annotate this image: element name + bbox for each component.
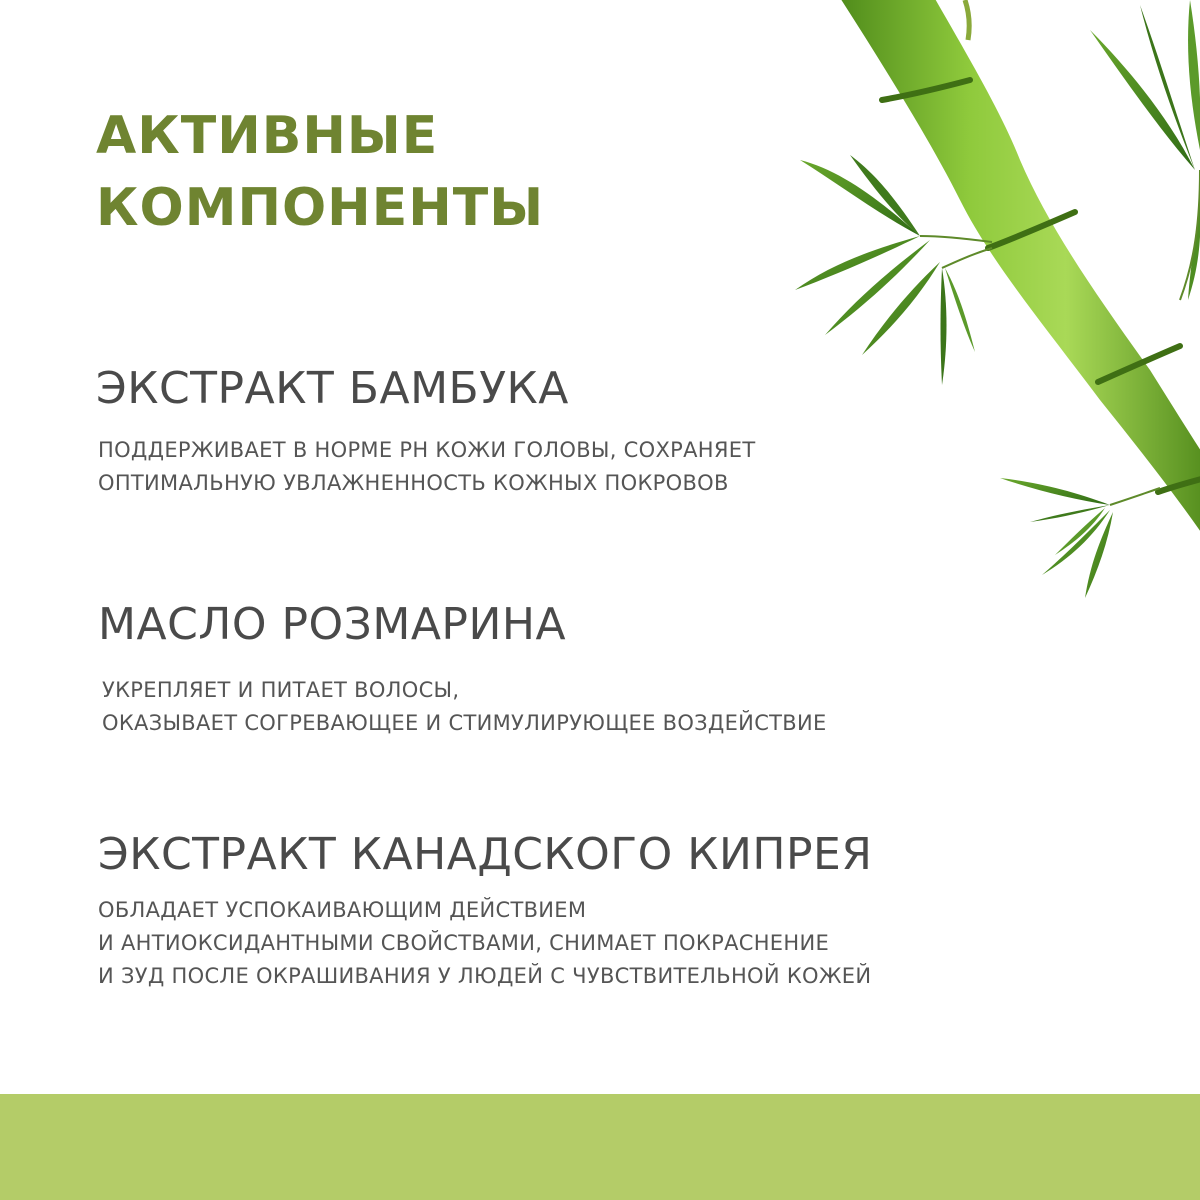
- title-line-1: АКТИВНЫЕ: [96, 106, 439, 166]
- bamboo-illustration: [780, 0, 1200, 620]
- item-3-line-1: ОБЛАДАЕТ УСПОКАИВАЮЩИМ ДЕЙСТВИЕМ: [98, 898, 587, 922]
- bottom-color-band: [0, 1094, 1200, 1200]
- item-1-heading: ЭКСТРАКТ БАМБУКА: [96, 363, 569, 414]
- item-2-description: [102, 674, 827, 740]
- item-3-description: [98, 894, 871, 993]
- bamboo-leaf: [862, 262, 940, 355]
- bamboo-leaf: [1000, 478, 1110, 505]
- item-3-heading: ЭКСТРАКТ КАНАДСКОГО КИПРЕЯ: [98, 829, 873, 880]
- bamboo-leaf: [1030, 505, 1110, 522]
- bamboo-leaf: [1140, 5, 1195, 170]
- title-line-2: КОМПОНЕНТЫ: [96, 178, 545, 238]
- item-2-line-1: УКРЕПЛЯЕТ И ПИТАЕТ ВОЛОСЫ,: [102, 678, 460, 702]
- bamboo-leaf: [1042, 510, 1110, 575]
- bamboo-leaf: [941, 268, 947, 385]
- item-2-heading: МАСЛО РОЗМАРИНА: [98, 599, 567, 650]
- bamboo-leaf: [800, 160, 920, 236]
- item-2-line-2: ОКАЗЫВАЕТ СОГРЕВАЮЩЕЕ И СТИМУЛИРУЮЩЕЕ ВОЗДЕЙСТВИЕ: [102, 711, 827, 735]
- bamboo-leaf: [1188, 0, 1200, 150]
- item-3-line-2: И АНТИОКСИДАНТНЫМИ СВОЙСТВАМИ, СНИМАЕТ ПОКРАСНЕНИЕ: [98, 931, 830, 955]
- bamboo-leaf: [945, 268, 975, 352]
- page-title: [96, 100, 544, 244]
- item-3-line-3: И ЗУД ПОСЛЕ ОКРАШИВАНИЯ У ЛЮДЕЙ С ЧУВСТВИТЕЛЬНОЙ КОЖЕЙ: [98, 964, 872, 988]
- item-1-line-1: ПОДДЕРЖИВАЕТ В НОРМЕ PH КОЖИ ГОЛОВЫ, СОХРАНЯЕТ: [98, 438, 756, 462]
- bamboo-leaf: [1090, 30, 1195, 170]
- item-1-description: [98, 434, 755, 500]
- item-1-line-2: ОПТИМАЛЬНУЮ УВЛАЖНЕННОСТЬ КОЖНЫХ ПОКРОВОВ: [98, 471, 729, 495]
